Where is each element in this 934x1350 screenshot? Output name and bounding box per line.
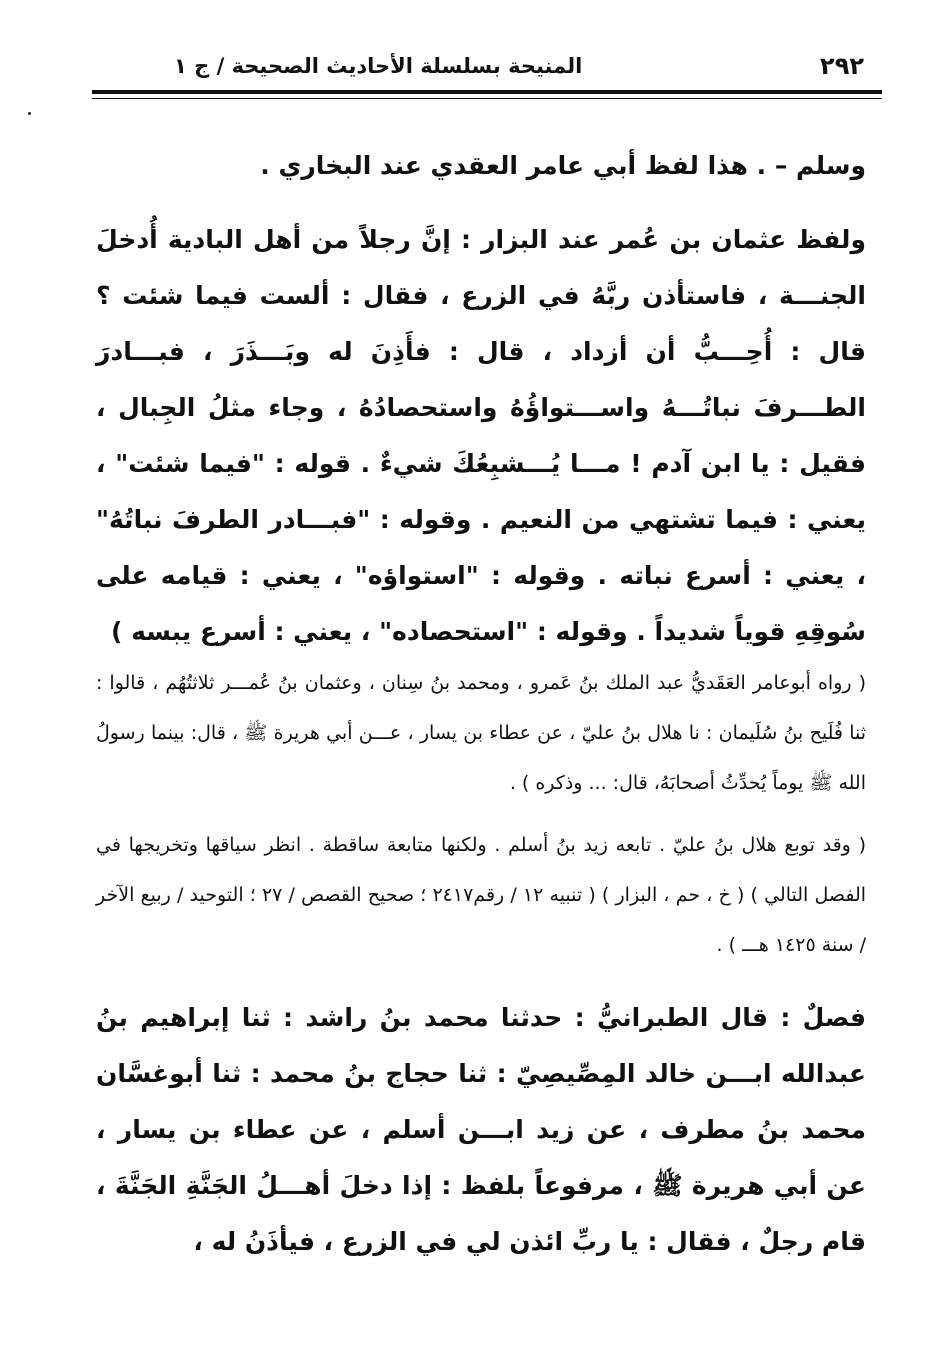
scan-speck: [28, 112, 31, 115]
page-number: ٢٩٢: [820, 52, 864, 80]
paragraph-corroboration-note: ( وقد توبع هلال بنُ عليّ . تابعه زيد بنُ أسلم . ولكنها متابعة ساقطة . انظر سياقها وتخريجها في الفصل التالي ) ( خ ، حم ، البزار ) ( تنبيه ١٢ / رقم٢٤١٧ ؛ صحيح القصص / ٢٧ ؛ التوحيد / ربيع الآخر / سنة ١٤٢٥ هـــ ) .: [96, 834, 867, 956]
page-header: [92, 52, 882, 86]
paragraph-narration-chain: ( رواه أبوعامر العَقَديُّ عبد الملك بنُ عَمرو ، ومحمد بنُ سِنان ، وعثمان بنُ عُمـــر ثلاثتُهُم ، قالوا : ثنا فُلَيح بنُ سُلَيمان : نا هلال بنُ عليّ ، عن عطاء بن يسار ، عـــن أبي هريرة ﷺ ، قال: بينما رسولُ الله ﷺ يوماً يُحدِّثُ أصحابَهُ، قال: ... وذكره ) .: [96, 672, 866, 794]
paragraph-bukhari-note: وسلم – . هذا لفظ أبي عامر العقدي عند البخاري .: [260, 151, 866, 180]
paragraph-tabarani-section: فصلٌ : قال الطبرانيُّ : حدثنا محمد بنُ راشد : ثنا إبراهيم بنُ عبدالله ابـــن خالد المِصِّيصِيّ : ثنا حجاج بنُ محمد : ثنا أبوغسَّان محمد بنُ مطرف ، عن زيد ابـــن أسلم ، عن عطاء بن يسار ، عن أبي هريرة ﷺ ، مرفوعاً بلفظ : إذا دخلَ أهـــلُ الجَنَّةِ الجَنَّةَ ، قام رجلٌ ، فقال : يا ربِّ ائذن لي في الزرع ، فيأذَنُ له ،: [96, 1003, 866, 1256]
running-title: المنيحة بسلسلة الأحاديث الصحيحة / ج ١: [174, 54, 583, 78]
header-rule-thick: [92, 90, 882, 94]
header-rule-thin: [92, 98, 882, 99]
paragraph-bazzar-wording: ولفظ عثمان بن عُمر عند البزار : إنَّ رجلاً من أهل البادية أُدخلَ الجنـــة ، فاستأذن ربَّهُ في الزرع ، فقال : ألست فيما شئت ؟ قال : أُحِـــبُّ أن أزداد ، قال : فأَذِنَ له وبَـــذَرَ ، فبـــادرَ الطـــرفَ نباتُـــهُ واســـتواؤُهُ واستحصادُهُ ، وجاء مثلُ الجِبال ، فقيل : يا ابن آدم ! مـــا يُـــشبِعُكَ شيءٌ . قوله : "فيما شئت" ، يعني : فيما تشتهي من النعيم . وقوله : "فبـــادر الطرفَ نباتُهُ" ، يعني : أسرع نباته . وقوله : "استواؤه" ، يعني : قيامه على سُوقِهِ قوياً شديداً . وقوله : "استحصاده" ، يعني : أسرع يبسه ): [96, 225, 866, 646]
